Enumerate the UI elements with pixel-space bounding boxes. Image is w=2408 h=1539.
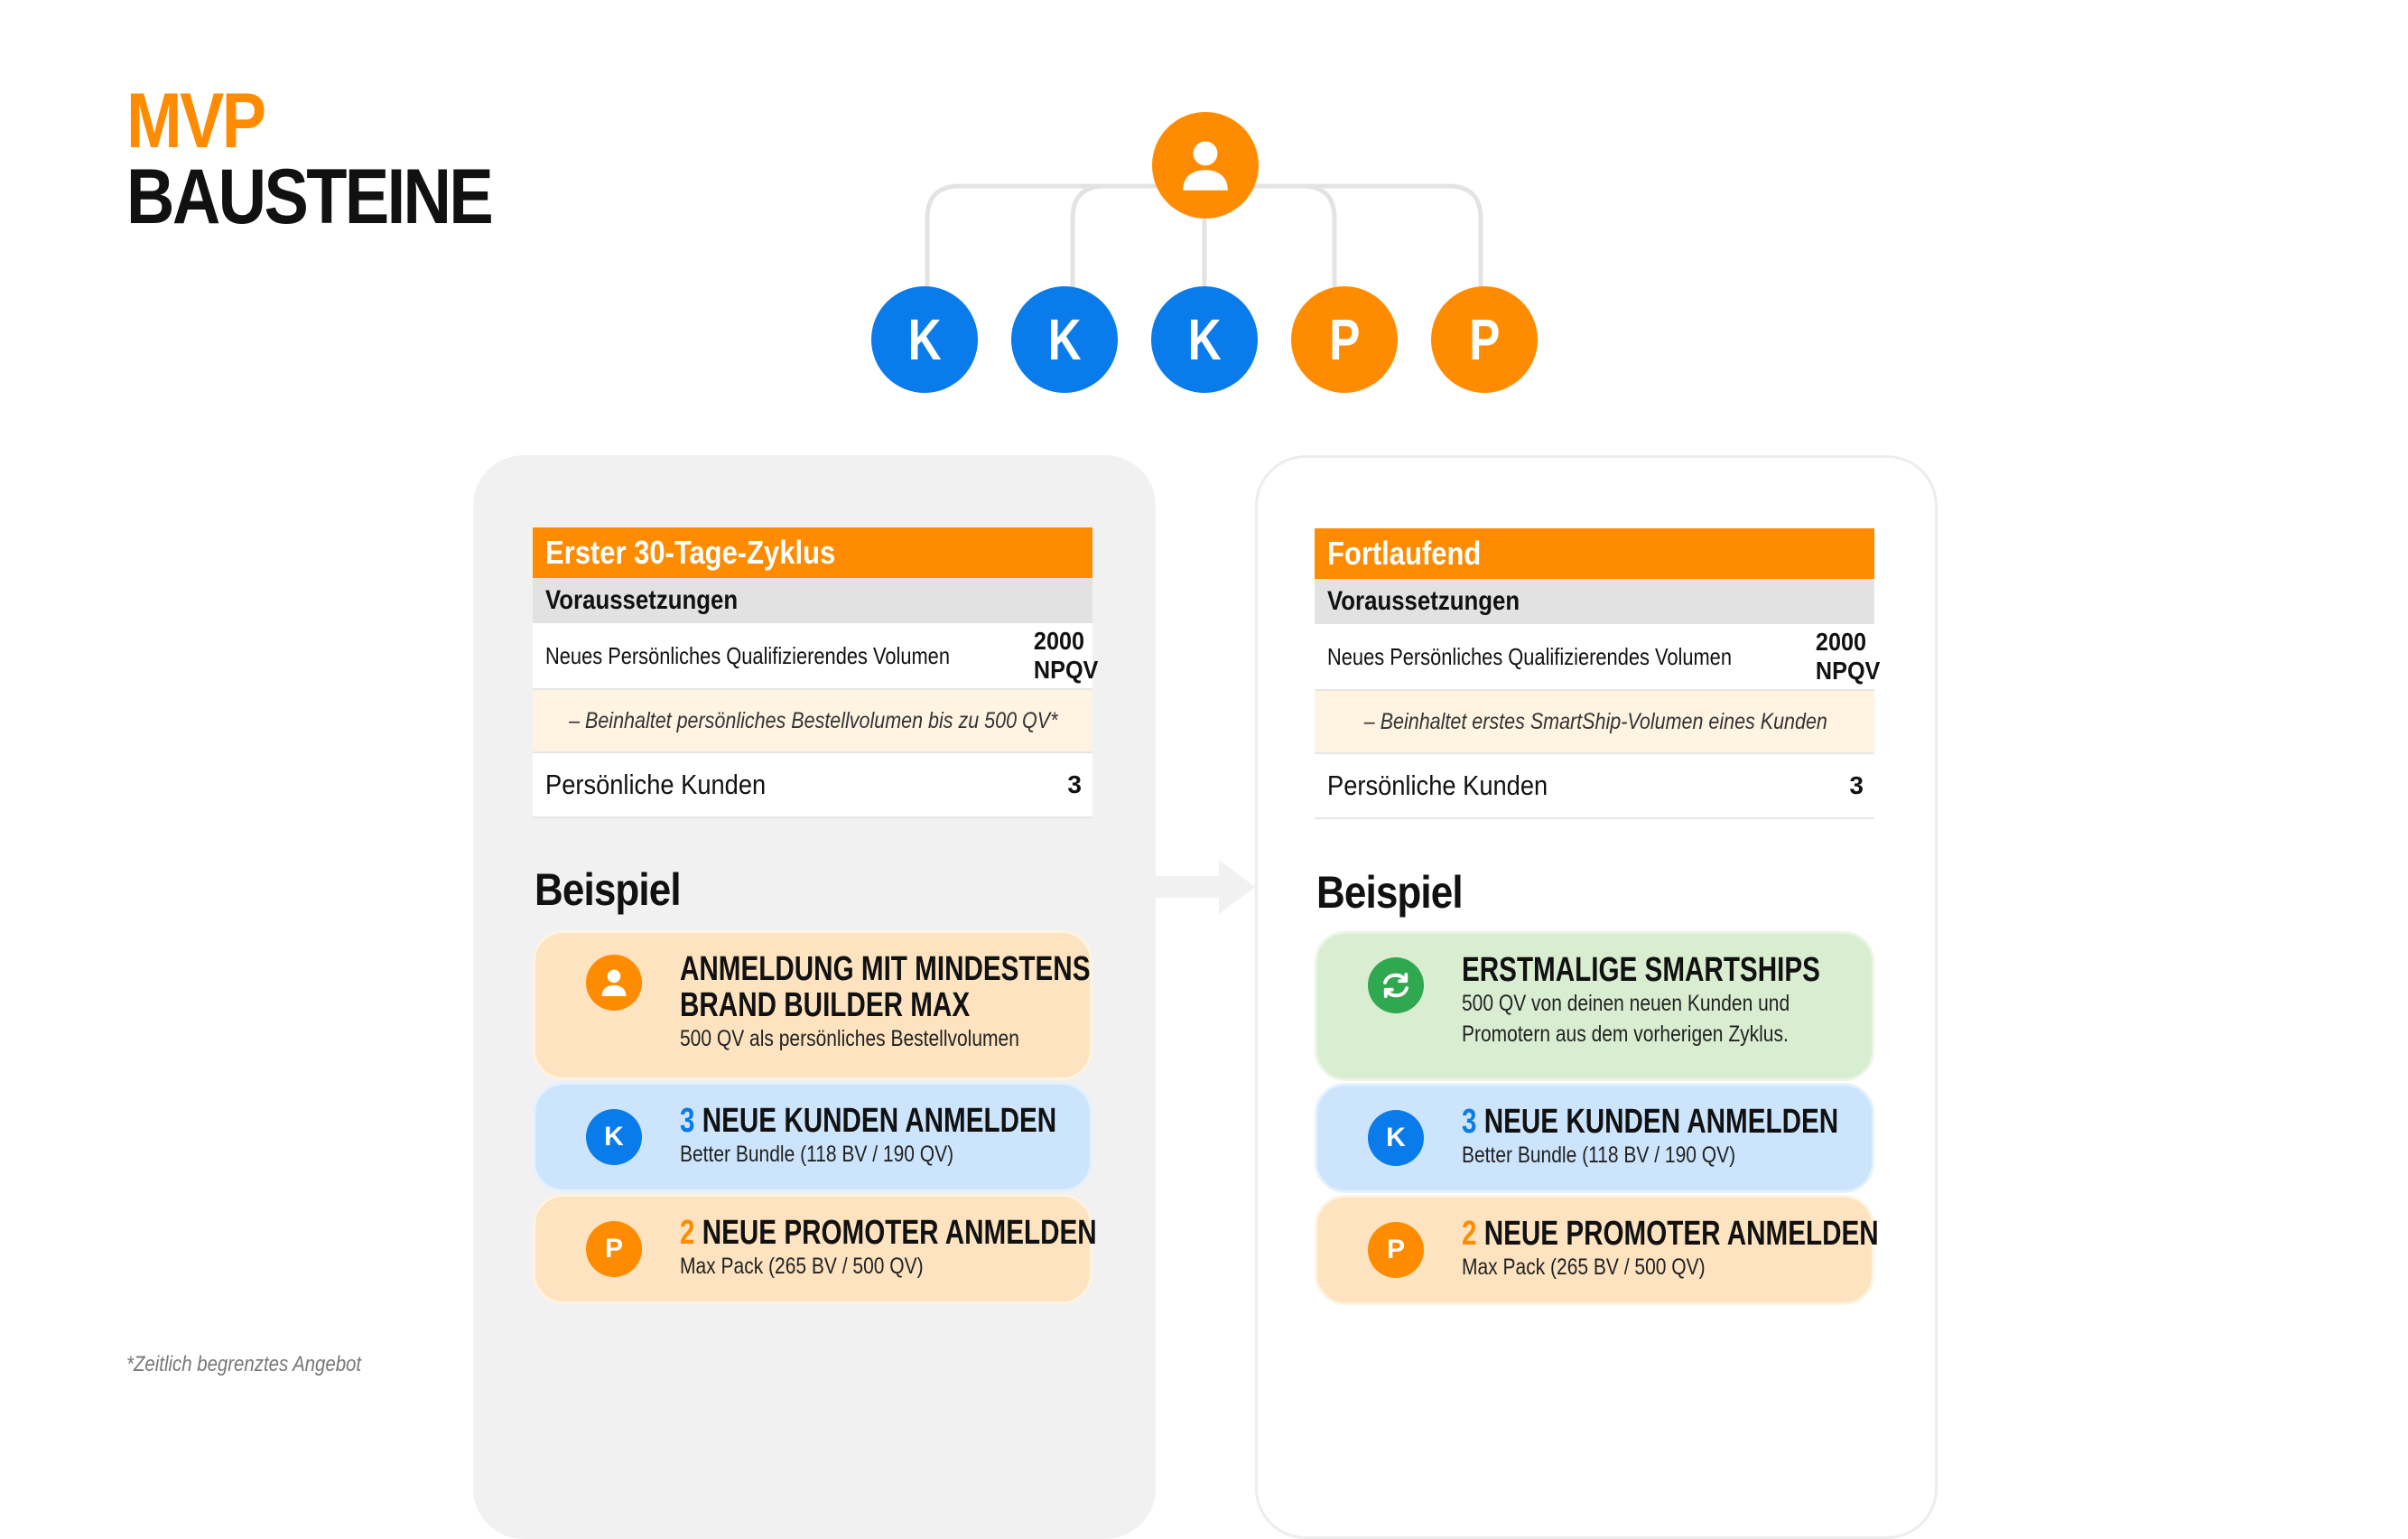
child-node-kunde: K xyxy=(1011,286,1118,393)
note-row: – Beinhaltet erstes SmartShip-Volumen eines Kunden xyxy=(1315,691,1874,754)
example-desc: 500 QV als persönliches Bestellvolumen xyxy=(680,1026,1019,1051)
kunde-icon: K xyxy=(586,1109,642,1165)
npqv-label: Neues Persönliches Qualifizierendes Volumen xyxy=(1327,642,1732,670)
card-subheader: Voraussetzungen xyxy=(533,578,1092,623)
customers-value: 3 xyxy=(1067,770,1082,798)
user-icon xyxy=(1174,134,1237,197)
promoter-icon: P xyxy=(586,1221,642,1277)
user-icon xyxy=(586,955,642,1011)
example-title: 2 NEUE PROMOTER ANMELDEN xyxy=(1462,1215,1879,1253)
promoter-icon: P xyxy=(1368,1222,1424,1278)
card-header: Fortlaufend xyxy=(1315,528,1874,579)
panel-ongoing xyxy=(1255,455,1938,1539)
note-row: – Beinhaltet persönliches Bestellvolumen bis zu 500 QV* xyxy=(533,690,1092,753)
requirements-table xyxy=(1315,528,1881,819)
example-desc: Max Pack (265 BV / 500 QV) xyxy=(680,1254,924,1279)
requirements-table xyxy=(533,527,1099,818)
example-desc: 500 QV von deinen neuen Kunden und Promotern aus dem vorherigen Zyklus. xyxy=(1462,991,1790,1047)
customers-label: Persönliche Kunden xyxy=(1327,770,1548,801)
example-title: ANMELDUNG MIT MINDESTENS BRAND BUILDER MAX xyxy=(680,950,1091,1024)
customers-row xyxy=(1315,754,1874,819)
footnote: *Zeitlich begrenztes Angebot xyxy=(126,1352,362,1376)
example-title: 2 NEUE PROMOTER ANMELDEN xyxy=(680,1214,1097,1252)
customers-row xyxy=(533,753,1092,818)
child-node-promoter: P xyxy=(1291,286,1398,393)
example-customers-card xyxy=(1315,1083,1874,1193)
example-desc: Better Bundle (118 BV / 190 QV) xyxy=(680,1142,954,1167)
customers-label: Persönliche Kunden xyxy=(545,769,767,800)
child-node-kunde: K xyxy=(871,286,978,393)
title-line-2: BAUSTEINE xyxy=(126,154,492,240)
arrow-right-icon xyxy=(1156,860,1255,914)
child-node-kunde: K xyxy=(1151,286,1258,393)
example-heading: Beispiel xyxy=(535,864,681,915)
example-heading: Beispiel xyxy=(1316,867,1463,918)
example-title: 3 NEUE KUNDEN ANMELDEN xyxy=(680,1102,1057,1140)
kunde-icon: K xyxy=(1368,1110,1424,1166)
npqv-row xyxy=(533,623,1099,690)
npqv-row xyxy=(1315,624,1881,691)
example-title: 3 NEUE KUNDEN ANMELDEN xyxy=(1462,1103,1839,1141)
card-header: Erster 30-Tage-Zyklus xyxy=(533,527,1092,578)
repeat-icon xyxy=(1368,957,1424,1013)
customers-value: 3 xyxy=(1849,771,1864,799)
structure-tree xyxy=(0,0,2408,424)
example-title: ERSTMALIGE SMARTSHIPS xyxy=(1462,951,1820,989)
npqv-value: 2000 NPQV xyxy=(1816,628,1881,685)
example-desc: Max Pack (265 BV / 500 QV) xyxy=(1462,1255,1706,1280)
npqv-value: 2000 NPQV xyxy=(1034,627,1099,684)
title-line-1: MVP xyxy=(126,78,265,164)
example-customers-card xyxy=(533,1082,1092,1192)
npqv-label: Neues Persönliches Qualifizierendes Volumen xyxy=(545,641,950,669)
card-subheader: Voraussetzungen xyxy=(1315,579,1874,624)
example-desc: Better Bundle (118 BV / 190 QV) xyxy=(1462,1143,1736,1168)
example-promoter-card xyxy=(1315,1195,1879,1305)
child-node-promoter: P xyxy=(1431,286,1538,393)
panel-first-cycle xyxy=(473,455,1156,1539)
root-user-node xyxy=(1152,112,1259,219)
example-signup-card xyxy=(533,930,1092,1080)
example-promoter-card xyxy=(533,1194,1097,1304)
example-smartships-card xyxy=(1315,931,1874,1081)
